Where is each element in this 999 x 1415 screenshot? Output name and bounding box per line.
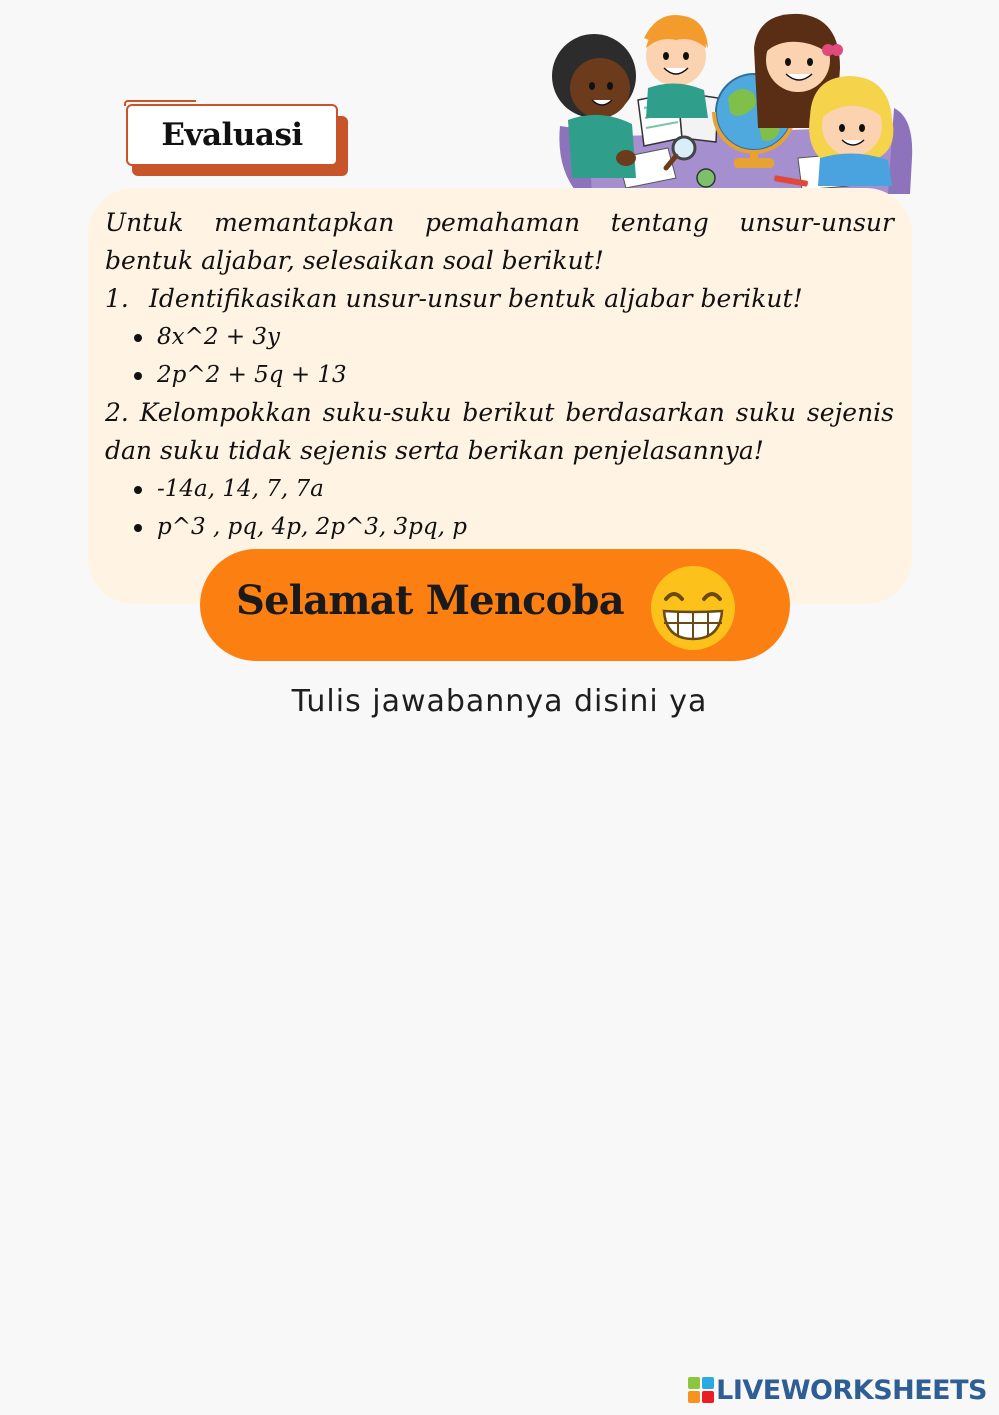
question-text: Kelompokkan suku-suku berikut berdasarkan suku sejenis dan suku tidak sejenis serta berikan penjelasannya! [105,398,894,465]
children-studying-illustration [548,8,914,194]
liveworksheets-logo-icon [688,1377,714,1403]
list-item: 8x^2 + 3y [131,318,894,356]
list-item: -14a, 14, 7, 7a [131,470,894,508]
intro-text: Untuk memantapkan pemahaman tentang unsur-unsur bentuk aljabar, selesaikan soal berikut! [105,208,894,275]
question-1-items [105,318,894,394]
grinning-face-icon [650,565,736,651]
question-text: Identifikasikan unsur-unsur bentuk aljabar berikut! [149,284,803,313]
list-item: 2p^2 + 5q + 13 [131,356,894,394]
question-number: 1. [105,284,129,313]
section-title: Evaluasi [161,117,303,153]
question-content [105,204,894,546]
banner-label: Selamat Mencoba [236,577,624,624]
question-number: 2. [105,398,129,427]
question-1 [105,280,894,318]
list-item: p^3 , pq, 4p, 2p^3, 3pq, p [131,508,894,546]
answer-prompt: Tulis jawabannya disini ya [291,684,708,719]
tab-card [126,104,338,166]
brand-watermark [688,1375,987,1405]
brand-name: LIVEWORKSHEETS [716,1374,987,1406]
question-2 [105,394,894,470]
encouragement-banner [200,549,790,661]
section-header-tab [122,100,352,180]
question-2-items [105,470,894,546]
